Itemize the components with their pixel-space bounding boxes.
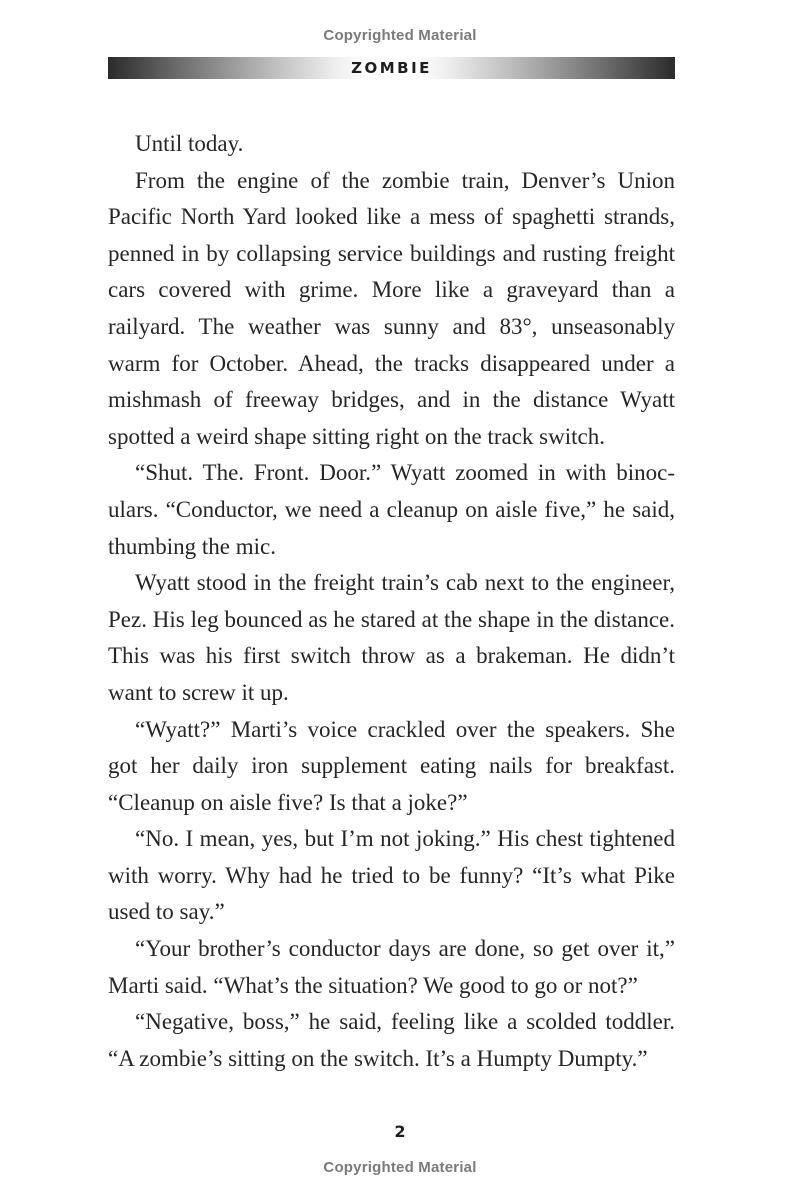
paragraph: “Wyatt?” Marti’s voice crackled over the speakers. She got her daily iron supplement eating nails for breakfast. “Cleanup on aisle five? Is that a joke?” (108, 716, 675, 815)
running-header-bar (108, 57, 675, 79)
page-number: 2 (394, 1122, 406, 1141)
running-head-title: ZOMBIE (351, 59, 432, 77)
copyright-watermark-bottom: Copyrighted Material (323, 1159, 477, 1176)
paragraph: “Negative, boss,” he said, feeling like a scolded toddler. “A zombie’s sitting on the switch. It’s a Humpty Dumpty.” (108, 1009, 675, 1071)
paragraph: Wyatt stood in the freight train’s cab next to the engineer, Pez. His leg bounced as he stared at the shape in the distance. This was his first switch throw as a brakeman. He didn’t want to screw it up. (108, 570, 675, 705)
paragraph: “Your brother’s conductor days are done, so get over it,” Marti said. “What’s the situation? We good to go or not?” (108, 936, 675, 998)
paragraph: “Shut. The. Front. Door.” Wyatt zoomed in with binoculars. “Conductor, we need a cleanup on aisle five,” he said, thumbing the mic. (108, 460, 675, 559)
paragraph: “No. I mean, yes, but I’m not joking.” His chest tightened with worry. Why had he tried to be funny? “It’s what Pike used to say.” (108, 826, 675, 925)
paragraph: From the engine of the zombie train, Denver’s Union Pacific North Yard looked like a mess of spaghetti strands, penned in by collapsing service buildings and rusting freight cars covered with grime. More like a graveyard than a railyard. The weather was sunny and 83°, unseasonably warm for October. Ahead, the tracks disappeared under a mishmash of freeway bridges, and in the distance Wyatt spotted a weird shape sitting right on the track switch. (108, 167, 675, 449)
copyright-watermark-top: Copyrighted Material (323, 27, 477, 44)
paragraph: Until today. (135, 131, 244, 156)
body-text (108, 126, 675, 1077)
